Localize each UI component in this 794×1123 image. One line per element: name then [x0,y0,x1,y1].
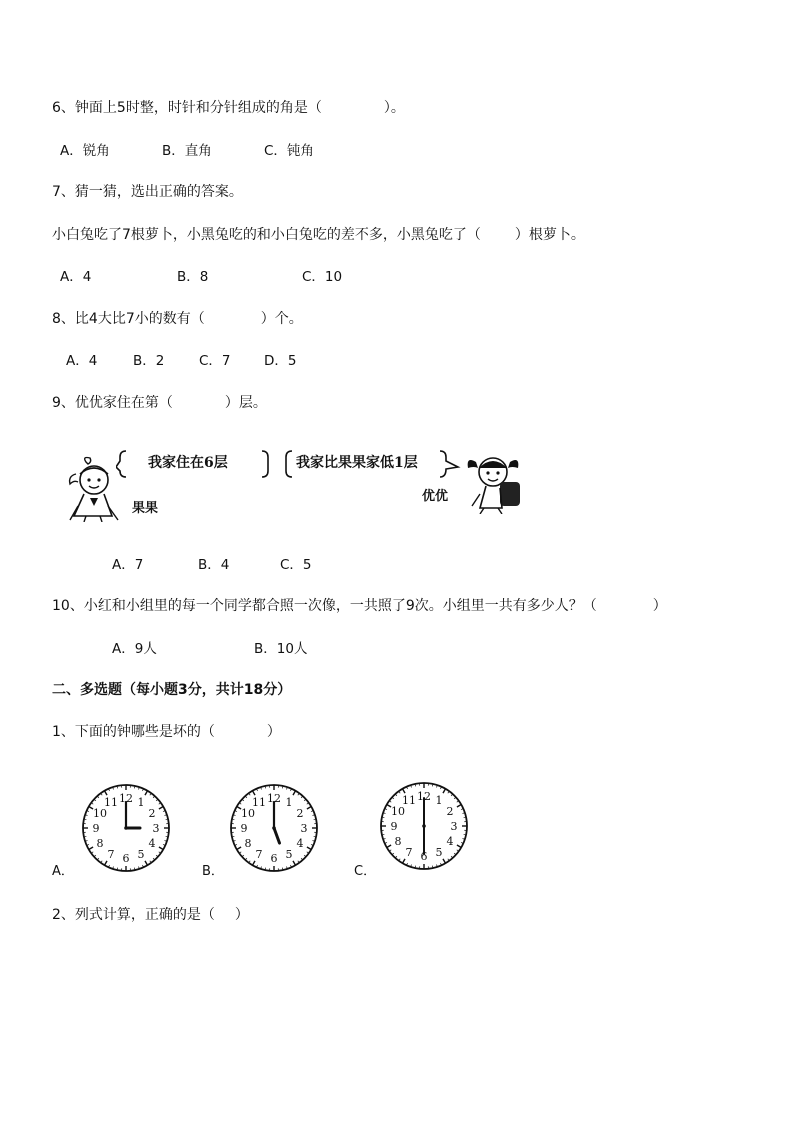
clock-numeral: 2 [446,805,454,818]
clock-numeral: 5 [285,847,293,861]
clock-label-a: A． [52,864,74,879]
clock-numeral: 2 [148,807,156,820]
clock-hub [272,826,276,830]
clock-numeral: 8 [394,835,402,848]
clock-numeral: 3 [300,822,308,835]
q7-option-c: C．10 [302,269,343,285]
q9-stem [52,394,267,412]
clock-numeral: 3 [152,822,160,835]
clock-tick [145,861,148,865]
clock-numeral: 3 [450,820,458,833]
clock-tick [253,861,256,865]
clock-numeral: 1 [435,794,443,808]
bubble-left-text: 我家住在6层 [148,455,228,471]
q6-option-c: C．钝角 [264,143,314,159]
clock-numeral: 10 [391,805,406,818]
clock-numeral: 2 [296,807,304,820]
clock-tick [145,791,148,795]
clock-numeral: 6 [420,850,428,863]
clock-numeral: 9 [92,822,100,835]
q6-stem-b: ）。 [383,100,405,116]
clock-tick [443,859,446,863]
clock-tick [237,847,241,850]
clock-numeral: 6 [122,852,130,865]
q7-text [52,226,585,244]
clock-numeral: 5 [435,845,443,859]
m1-stem-a: 1、下面的钟哪些是坏的（ [52,724,215,740]
clock-numeral: 10 [93,807,108,820]
q8-option-a: A．4 [66,353,98,369]
q9-option-b: B．4 [198,557,230,573]
name-youyou: 优优 [422,489,449,504]
q8-stem-a: 8、比4大比7小的数有（ [52,311,205,327]
clock-tick [403,859,406,863]
name-guoguo: 果果 [132,501,159,516]
clock-tick [293,791,296,795]
q7-stem: 7、猜一猜，选出正确的答案。 [52,184,243,200]
q10-stem-a: 10、小红和小组里的每一个同学都合照一次像，一共照了9次。小组里一共有多少人？（ [52,598,597,614]
q9-stem-a: 9、优优家住在第（ [52,395,173,411]
clock-tick [387,845,391,848]
clock-numeral: 9 [240,822,248,835]
clock-numeral: 7 [255,847,263,861]
clock-numeral: 12 [119,792,133,805]
q9-option-c: C．5 [280,557,312,573]
q8-option-d: D．5 [264,353,297,369]
clock-numeral: 4 [148,837,156,850]
clock-hub [124,826,128,830]
clock-tick [307,807,311,810]
q10-stem-b: ） [652,598,667,614]
clock-numeral: 10 [241,807,256,820]
clock-numeral: 8 [244,837,252,850]
clock-numeral: 6 [270,852,278,865]
clock-tick [159,807,163,810]
clock-numeral: 9 [390,820,398,833]
clock-tick [307,847,311,850]
clock-tick [105,791,108,795]
clock-numeral: 11 [104,796,118,810]
q8-option-c: C．7 [199,353,231,369]
clock-numeral: 5 [137,847,145,861]
girl-youyou-figure [462,448,528,514]
clock-numeral: 4 [296,837,304,850]
clock-c [378,780,470,872]
q8-stem-b: ）个。 [260,311,303,327]
q9-option-a: A．7 [112,557,144,573]
clock-numeral: 1 [285,796,293,810]
clock-tick [293,861,296,865]
q7-option-b: B．8 [177,269,209,285]
clock-a [80,782,172,874]
clock-hub [422,824,426,828]
q6-option-b: B．直角 [162,143,212,159]
clock-b [228,782,320,874]
clock-numeral: 4 [446,835,454,848]
m1-stem [52,723,281,741]
clock-numeral: 12 [267,792,281,805]
clock-tick [457,845,461,848]
clock-numeral: 12 [417,790,431,803]
clock-numeral: 11 [402,794,416,808]
clock-numeral: 8 [96,837,104,850]
clock-tick [253,791,256,795]
q6-stem-a: 6、钟面上5时整，时针和分针组成的角是（ [52,100,322,116]
q10-option-b: B．10人 [254,641,308,657]
m2-stem [52,906,249,924]
clock-tick [403,789,406,793]
bubble-right-text: 我家比果果家低1层 [296,455,418,471]
m2-stem-a: 2、列式计算，正确的是（ [52,907,215,923]
clock-tick [89,847,93,850]
clock-tick [105,861,108,865]
m1-stem-b: ） [266,724,281,740]
q6-option-a: A．锐角 [60,143,110,159]
clock-tick [159,847,163,850]
clock-numeral: 7 [405,845,413,859]
clock-label-c: C． [354,864,377,879]
q8-stem [52,310,303,328]
q6-stem [52,99,405,117]
q7-text-b: ）根萝卜。 [514,227,585,243]
q9-stem-b: ）层。 [224,395,267,411]
clock-tick [457,805,461,808]
clock-numeral: 7 [107,847,115,861]
q10-option-a: A．9人 [112,641,157,657]
clock-numeral: 11 [252,796,266,810]
m2-stem-b: ） [234,907,249,923]
q7-text-a: 小白兔吃了7根萝卜，小黑兔吃的和小白兔吃的差不多，小黑兔吃了（ [52,227,481,243]
section2-title: 二、多选题（每小题3分，共计18分） [52,682,292,698]
clock-hand [274,828,279,843]
clock-label-b: B． [202,864,224,879]
clock-numeral: 1 [137,796,145,810]
clock-tick [443,789,446,793]
q7-option-a: A．4 [60,269,92,285]
q10-stem [52,597,667,615]
q8-option-b: B．2 [133,353,165,369]
